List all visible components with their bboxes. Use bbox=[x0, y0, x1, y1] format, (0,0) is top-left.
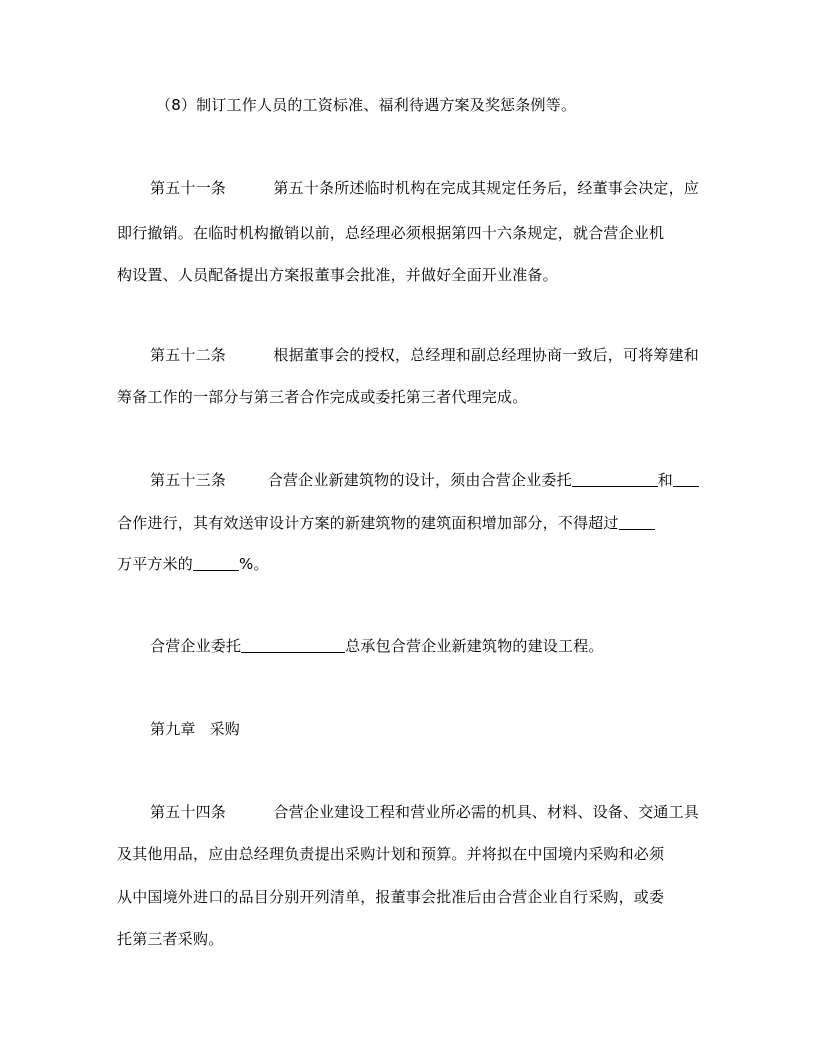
article-51-line-3: 构设置、人员配备提出方案报董事会批准，并做好全面开业准备。 bbox=[117, 266, 558, 284]
chapter-9-title: 采购 bbox=[209, 720, 241, 738]
article-53-line-2 bbox=[117, 510, 699, 536]
article-52-number: 第五十二条 bbox=[150, 346, 227, 364]
article-54-line-2: 及其他用品，应由总经理负责提出采购计划和预算。并将拟在中国境内采购和必须 bbox=[117, 845, 665, 863]
blank-field bbox=[193, 553, 239, 571]
article-51-line-2: 即行撤销。在临时机构撤销以前，总经理必须根据第四十六条规定，就合营企业机 bbox=[117, 224, 665, 242]
article-54-line-1 bbox=[150, 799, 699, 825]
article-53-line-1 bbox=[150, 467, 699, 493]
article-51-number: 第五十一条 bbox=[150, 179, 227, 197]
article-53-number: 第五十三条 bbox=[150, 471, 227, 489]
blank-field bbox=[572, 469, 658, 487]
article-53-text-3a: 万平方米的 bbox=[117, 555, 194, 573]
item-8-line bbox=[156, 92, 699, 118]
article-52-text-1: 根据董事会的授权，总经理和副总经理协商一致后，可将筹建和 bbox=[273, 346, 699, 364]
blank-field bbox=[619, 512, 655, 530]
article-53-line-3 bbox=[117, 551, 699, 577]
article-52-line-1 bbox=[150, 342, 699, 368]
article-53-text-3b: %。 bbox=[239, 555, 269, 573]
article-51-line-1 bbox=[150, 175, 699, 201]
article-54-text-1: 合营企业建设工程和营业所必需的机具、材料、设备、交通工具 bbox=[273, 803, 699, 821]
article-54-number: 第五十四条 bbox=[150, 803, 227, 821]
article-53-text-2: 合作进行，其有效送审设计方案的新建筑物的建筑面积增加部分，不得超过 bbox=[117, 514, 619, 532]
chapter-9-heading bbox=[150, 716, 699, 742]
article-54-line-4: 托第三者采购。 bbox=[117, 930, 224, 948]
article-52-line-2: 筹备工作的一部分与第三者合作完成或委托第三者代理完成。 bbox=[117, 388, 528, 406]
contract-paragraph bbox=[150, 633, 699, 659]
article-54-line-3: 从中国境外进口的品目分别开列清单，报董事会批准后由合营企业自行采购，或委 bbox=[117, 888, 665, 906]
item-8-text: （8）制订工作人员的工资标准、福利待遇方案及奖惩条例等。 bbox=[156, 96, 577, 114]
contract-text-b: 总承包合营企业新建筑物的建设工程。 bbox=[345, 637, 604, 655]
blank-field bbox=[673, 469, 699, 487]
article-53-text-1 bbox=[268, 467, 699, 493]
article-53-text-1a: 合营企业新建筑物的设计，须由合营企业委托 bbox=[267, 471, 572, 489]
chapter-9-number: 第九章 bbox=[150, 720, 196, 738]
blank-field bbox=[241, 635, 345, 653]
article-53-text-1b: 和 bbox=[657, 471, 673, 489]
contract-text-a: 合营企业委托 bbox=[150, 637, 242, 655]
article-51-text-1: 第五十条所述临时机构在完成其规定任务后，经董事会决定，应 bbox=[273, 179, 699, 197]
